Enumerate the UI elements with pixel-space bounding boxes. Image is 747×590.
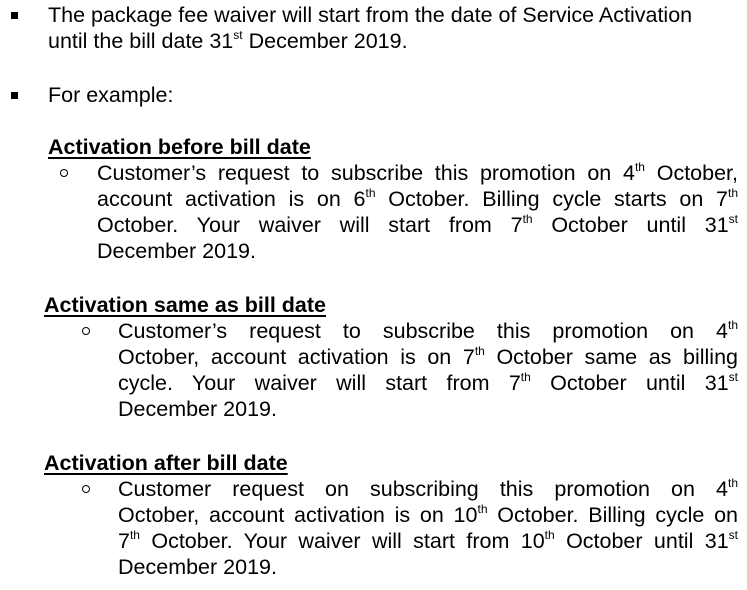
section-body-after-bill-date — [118, 476, 738, 580]
for-example-label — [48, 82, 173, 108]
for-example-text: For example: — [48, 83, 174, 107]
ordinal-suffix: th — [474, 343, 485, 358]
body-text: October. Your waiver will start from 10 — [139, 529, 545, 553]
section-body-before-bill-date — [97, 160, 738, 264]
fee-waiver-line-2-end: December 2019. — [242, 29, 408, 53]
body-text: October until 31 — [530, 371, 729, 395]
body-text: October. Your waiver will start from 7 — [97, 213, 523, 237]
body-text: October. Billing cycle starts on 7 — [375, 187, 728, 211]
ordinal-suffix: th — [520, 369, 531, 384]
body-line — [118, 502, 738, 528]
body-line — [118, 528, 738, 554]
body-text: 7 — [118, 529, 130, 553]
body-text: October. Billing cycle on — [487, 503, 739, 527]
bullet-paragraph-fee-waiver — [48, 2, 738, 54]
body-text: Customer’s request to subscribe this promotion on 4 — [118, 319, 728, 343]
body-text: cycle. Your waiver will start from 7 — [118, 371, 521, 395]
body-text: October same as billing — [484, 345, 738, 369]
body-line — [118, 370, 738, 396]
ordinal-suffix: th — [634, 159, 645, 174]
body-text: account activation is on 6 — [97, 187, 366, 211]
circle-bullet-icon — [60, 169, 68, 177]
body-text: October until 31 — [532, 213, 729, 237]
body-text: October until 31 — [554, 529, 729, 553]
section-heading-before-bill-date: Activation before bill date — [48, 135, 311, 159]
section-heading-after-bill-date: Activation after bill date — [44, 451, 288, 475]
ordinal-suffix: th — [477, 501, 488, 516]
ordinal-suffix: th — [727, 317, 738, 332]
body-text: October, — [644, 161, 738, 185]
section-heading-same-as-bill-date: Activation same as bill date — [44, 293, 326, 317]
body-line — [118, 318, 738, 344]
body-line — [97, 186, 738, 212]
body-text: October, account activation is on 7 — [118, 345, 475, 369]
ordinal-suffix: th — [129, 527, 140, 542]
ordinal-suffix: st — [728, 211, 738, 226]
body-text: Customer’s request to subscribe this promotion on 4 — [97, 161, 635, 185]
circle-bullet-icon — [82, 485, 90, 493]
body-line — [97, 212, 738, 238]
body-text: October, account activation is on 10 — [118, 503, 478, 527]
ordinal-suffix: th — [727, 475, 738, 490]
section-body-same-as-bill-date — [118, 318, 738, 422]
ordinal-suffix: th — [727, 185, 738, 200]
ordinal-suffix: th — [522, 211, 533, 226]
square-bullet-icon — [11, 12, 18, 19]
body-line — [118, 476, 738, 502]
body-line — [118, 344, 738, 370]
square-bullet-icon — [11, 92, 18, 99]
body-line — [97, 160, 738, 186]
circle-bullet-icon — [82, 327, 90, 335]
ordinal-suffix: th — [365, 185, 376, 200]
fee-waiver-line-2-text: until the bill date 31 — [48, 29, 234, 53]
ordinal-suffix: st — [728, 369, 738, 384]
fee-waiver-line-2 — [48, 28, 738, 54]
body-text: Customer request on subscribing this promotion on 4 — [118, 477, 728, 501]
body-line: December 2019. — [118, 555, 277, 579]
ordinal-suffix: th — [544, 527, 555, 542]
body-line: December 2019. — [118, 397, 277, 421]
ordinal-suffix: st — [728, 527, 738, 542]
body-line: December 2019. — [97, 239, 256, 263]
ordinal-suffix: st — [233, 27, 243, 42]
fee-waiver-line-1: The package fee waiver will start from the date of Service Activation — [48, 3, 693, 27]
